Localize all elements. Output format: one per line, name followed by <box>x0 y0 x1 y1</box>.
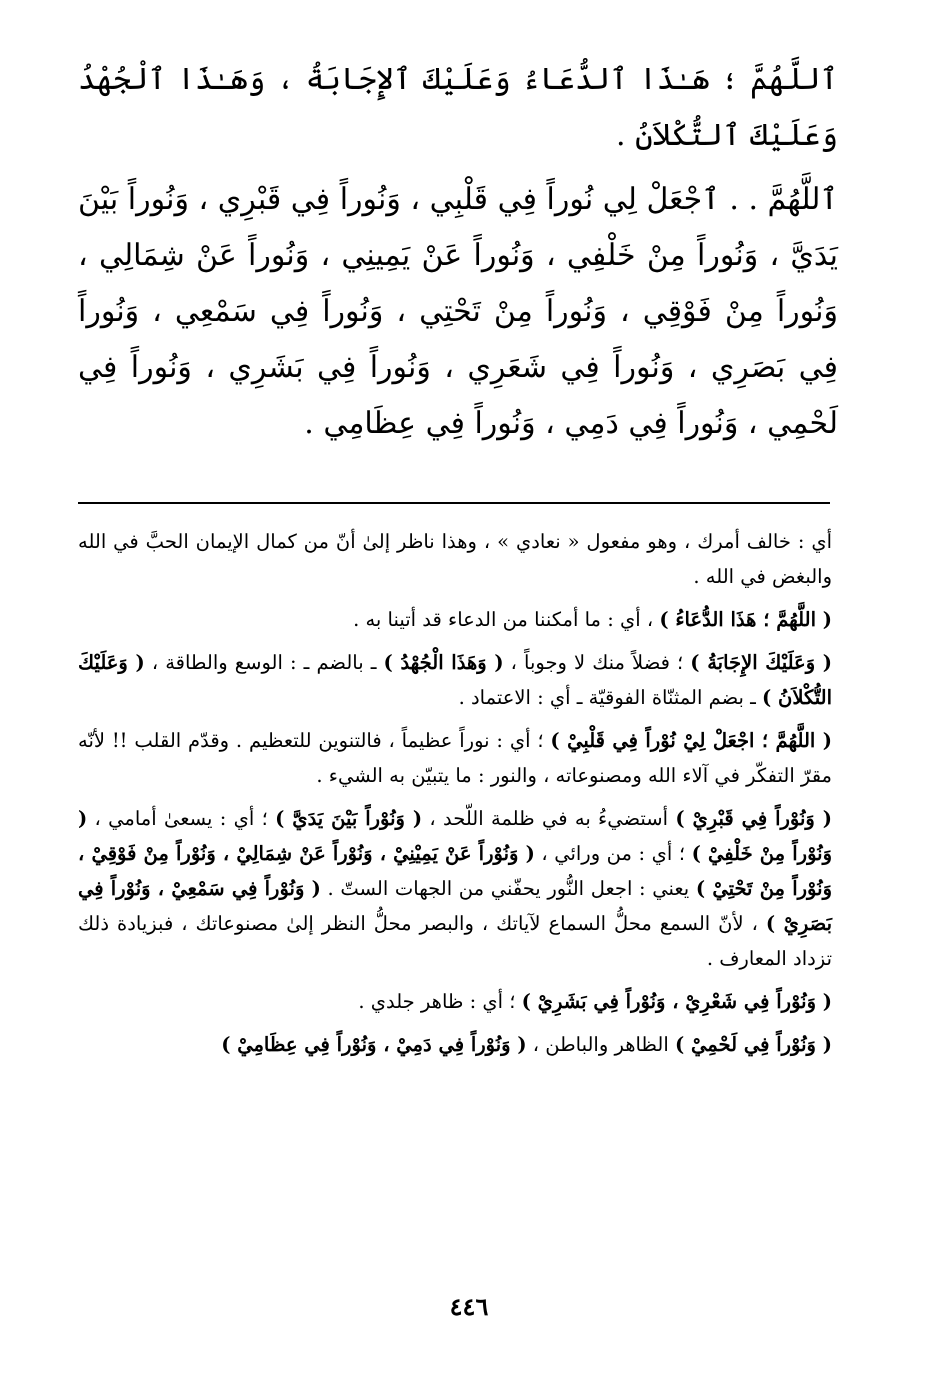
commentary-paragraph-4 <box>78 723 832 793</box>
commentary-text: ، أي : ما أمكننا من الدعاء قد أتينا به . <box>353 608 660 631</box>
commentary-text: ؛ فضلاً منك لا وجوباً ، <box>503 651 691 674</box>
quoted-phrase: ( وَنُوْراً بَيْنَ يَدَيَّ ) <box>275 807 423 830</box>
commentary-text: الظاهر والباطن ، <box>526 1033 675 1056</box>
quoted-phrase: ( وَعَلَيْكَ التُّكْلاَنُ ) <box>78 651 832 709</box>
commentary-paragraph-6 <box>78 984 832 1019</box>
quoted-phrase: ( اللَّهُمَّ ؛ هَذَا الدُّعَاءُ ) <box>659 608 832 631</box>
commentary-paragraph-2 <box>78 602 832 637</box>
quoted-phrase: ( وَنُوْراً فِي لَحْمِيْ ) <box>675 1033 832 1056</box>
commentary-text: أستضيءُ به في ظلمة اللّحد ، <box>422 807 676 830</box>
quoted-phrase: ( وَنُوْراً فِي قَبْرِيْ ) <box>675 807 832 830</box>
quoted-phrase: ( وَنُوْراً فِي دَمِيْ ، وَنُوْراً فِي عِظَامِيْ ) <box>221 1033 527 1056</box>
commentary-section <box>78 524 832 1070</box>
main-supplication-text <box>78 52 838 460</box>
commentary-text: ؛ أي : من ورائي ، <box>534 842 692 865</box>
page-number: ٤٤٦ <box>449 1292 489 1321</box>
commentary-text: ؛ أي : ظاهر جلدي . <box>358 990 522 1013</box>
commentary-text: يعني : اجعل النُّور يحفّني من الجهات الستّ . <box>320 877 696 900</box>
quoted-phrase: ( وَهَذَا الْجُهْدُ ) <box>383 651 504 674</box>
supplication-paragraph-2: ٱللَّهُمَّ . . ٱجْعَلْ لِي نُوراً فِي قَلْبِي ، وَنُوراً فِي قَبْرِي ، وَنُوراً بَيْنَ يَدَيَّ ، وَنُوراً مِنْ خَلْفِي ، وَنُوراً عَنْ يَمِينِي ، وَنُوراً عَنْ شِمَالِي ، وَنُوراً مِنْ فَوْقِي ، وَنُوراً مِنْ تَحْتِي ، وَنُوراً فِي سَمْعِي ، وَنُوراً فِي بَصَرِي ، وَنُوراً فِي شَعَرِي ، وَنُوراً فِي بَشَرِي ، وَنُوراً فِي لَحْمِي ، وَنُوراً فِي دَمِي ، وَنُوراً فِي عِظَامِي . <box>78 182 838 441</box>
commentary-text: ـ بضم المثنّاة الفوقيّة ـ أي : الاعتماد . <box>458 686 763 709</box>
quoted-phrase: ( وَعَلَيْكَ الإِجَابَةُ ) <box>690 651 833 674</box>
commentary-paragraph-1 <box>78 524 832 594</box>
commentary-paragraph-7 <box>78 1027 832 1062</box>
quoted-phrase: ( اللَّهُمَّ ؛ اجْعَلْ لِيْ نُوْراً فِي قَلْبِيْ ) <box>550 729 832 752</box>
commentary-paragraph-5 <box>78 801 832 976</box>
commentary-paragraph-3 <box>78 645 832 715</box>
quoted-phrase: ( وَنُوْراً فِي سَمْعِيْ ، وَنُوْراً فِي بَصَرِيْ ) <box>78 877 833 935</box>
quoted-phrase: ( وَنُوْراً عَنْ يَمِيْنِيْ ، وَنُوْراً عَنْ شِمَالِيْ ، وَنُوْراً مِنْ فَوْقِيْ ، وَنُوْراً مِنْ تَحْتِيْ ) <box>78 842 832 900</box>
commentary-text: أي : خالف أمرك ، وهو مفعول « نعادي » ، وهذا ناظر إلىٰ أنّ من كمال الإيمان الحبَّ في الله والبغض في الله . <box>78 530 832 588</box>
quoted-phrase: ( وَنُوْراً مِنْ خَلْفِيْ ) <box>78 807 832 865</box>
footnote-divider <box>78 502 830 504</box>
quoted-phrase: ( وَنُوْراً فِي شَعْرِيْ ، وَنُوْراً فِي بَشَرِيْ ) <box>521 990 832 1013</box>
supplication-paragraph-1: ٱللَّهُمَّ ؛ هَـٰذَا ٱلدُّعَاءُ وَعَلَيْكَ ٱلإِجَابَةُ ، وَهَـٰذَا ٱلْجُهْدُ وَعَلَيْكَ ٱلتُّكْلاَنُ . <box>78 62 838 153</box>
commentary-text: ؛ أي : نوراً عظيماً ، فالتنوين للتعظيم . وقدّم القلب !! لأنّه مقرّ التفكّر في آلاء الله ومصنوعاته ، والنور : ما يتبيّن به الشيء . <box>78 729 832 787</box>
commentary-text: ، لأنّ السمع محلُّ السماع لآياتك ، والبصر محلُّ النظر إلىٰ مصنوعاتك ، فبزيادة ذلك تزداد المعارف . <box>78 912 832 970</box>
commentary-text: ؛ أي : يسعىٰ أمامي ، <box>87 807 276 830</box>
commentary-text: ـ بالضم ـ : الوسع والطاقة ، <box>144 651 384 674</box>
